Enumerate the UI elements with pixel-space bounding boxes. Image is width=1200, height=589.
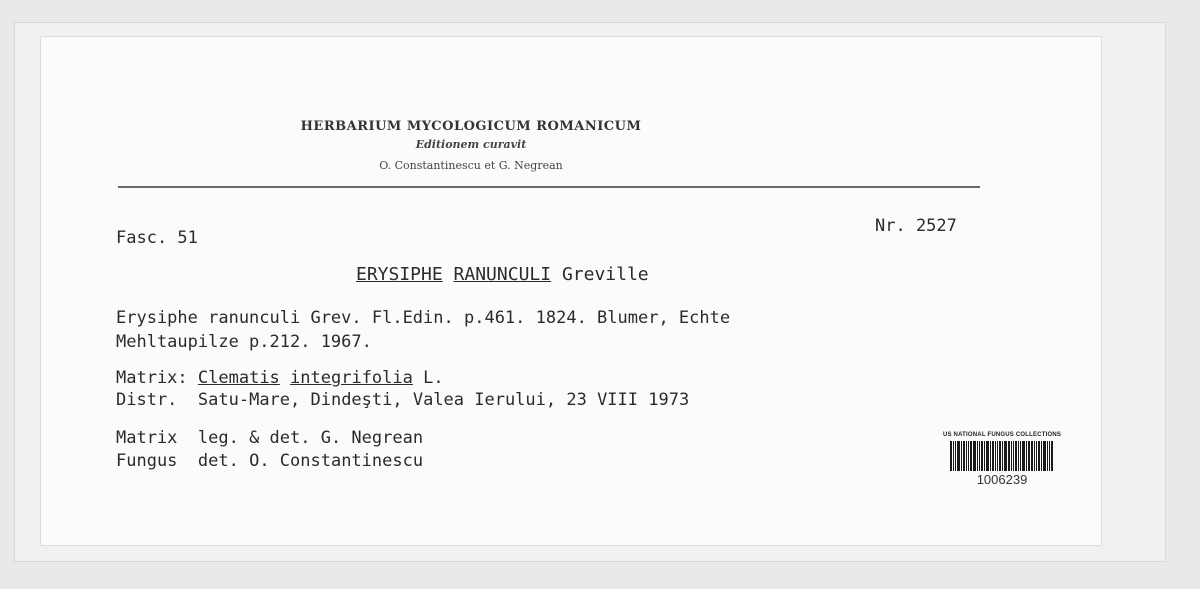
barcode-bar [1031, 441, 1033, 471]
barcode-label [932, 432, 1072, 494]
barcode-bar [1008, 441, 1010, 471]
barcode-bar [1047, 441, 1048, 471]
collector-row-fungus [116, 451, 423, 471]
species-author: Greville [561, 264, 649, 285]
barcode-bar [1051, 441, 1053, 471]
collector-row-matrix [116, 428, 423, 448]
matrix-genus: Clematis [197, 368, 280, 388]
species-genus: ERYSIPHE [356, 264, 443, 285]
barcode-bar [1026, 441, 1027, 471]
barcode-bar [1011, 441, 1012, 471]
barcode-bar [1018, 441, 1019, 471]
barcode-bar [1041, 441, 1042, 471]
barcode-icon [932, 441, 1072, 471]
barcode-bar [1015, 441, 1017, 471]
herbarium-subtitle: Editionem curavit [415, 138, 527, 151]
herbarium-title: HERBARIUM MYCOLOGICUM ROMANICUM [300, 119, 642, 134]
barcode-bar [1038, 441, 1040, 471]
barcode-bar [1020, 441, 1021, 471]
specimen-number: Nr. 2527 [875, 216, 957, 236]
barcode-bar [970, 441, 972, 471]
barcode-bar [1022, 441, 1025, 471]
collector-label: Matrix [116, 428, 178, 448]
barcode-bar [968, 441, 969, 471]
barcode-bar [1043, 441, 1046, 471]
fascicle-number: Fasc. 51 [116, 228, 198, 248]
barcode-bar [999, 441, 1001, 471]
distribution-label: Distr. [116, 390, 178, 410]
barcode-number: 1006239 [976, 472, 1028, 487]
collector-label: Fungus [116, 451, 178, 471]
label-header [41, 119, 901, 172]
barcode-bar [966, 441, 967, 471]
barcode-bar [986, 441, 989, 471]
species-title [356, 264, 649, 285]
citation-line-1: Erysiphe ranunculi Grev. Fl.Edin. p.461. 1824. Blumer, Echte [116, 308, 731, 328]
citation-line-2: Mehltaupilze p.212. 1967. [116, 332, 372, 352]
barcode-bar [957, 441, 960, 471]
distribution-value: Satu-Mare, Dindeşti, Valea Ierului, 23 VIII 1973 [197, 390, 690, 410]
barcode-bar [995, 441, 996, 471]
collector-value: det. O. Constantinescu [197, 451, 424, 471]
barcode-bar [1013, 441, 1014, 471]
barcode-bar [961, 441, 962, 471]
header-divider [118, 186, 980, 188]
matrix-epithet: integrifolia [290, 368, 413, 388]
barcode-bar [979, 441, 980, 471]
barcode-bar [1002, 441, 1003, 471]
barcode-institution: US NATIONAL FUNGUS COLLECTIONS [942, 432, 1062, 438]
barcode-bar [1028, 441, 1030, 471]
matrix-author: L. [423, 368, 444, 388]
matrix-row [116, 368, 444, 388]
herbarium-editors: O. Constantinescu et G. Negrean [379, 159, 563, 172]
barcode-bar [997, 441, 998, 471]
barcode-bar [955, 441, 956, 471]
barcode-bar [984, 441, 985, 471]
matrix-label: Matrix: [116, 368, 188, 388]
barcode-bar [981, 441, 983, 471]
barcode-bar [992, 441, 994, 471]
species-epithet: RANUNCULI [453, 264, 552, 285]
collector-value: leg. & det. G. Negrean [197, 428, 424, 448]
barcode-bar [950, 441, 952, 471]
barcode-bar [1049, 441, 1050, 471]
barcode-bar [977, 441, 978, 471]
barcode-bar [963, 441, 965, 471]
barcode-bar [990, 441, 991, 471]
distribution-row [116, 390, 689, 410]
barcode-bar [973, 441, 976, 471]
barcode-bar [1034, 441, 1035, 471]
barcode-bar [1004, 441, 1007, 471]
barcode-bar [953, 441, 954, 471]
barcode-bar [1036, 441, 1037, 471]
